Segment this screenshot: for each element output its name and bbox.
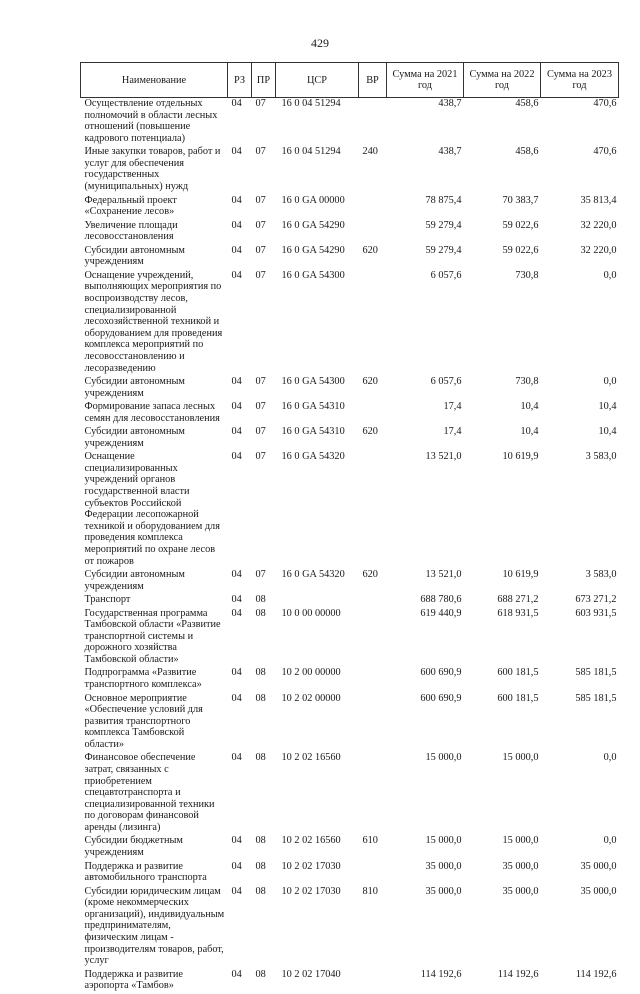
table-row [81,594,619,607]
cell-pr: 08 [255,752,266,764]
cell-pr: 07 [255,219,266,231]
cell-vr: 620 [362,426,378,438]
cell-sum-2022: 10 619,9 [502,569,539,581]
table-header-row [81,63,619,98]
header-sum-2022: Сумма на 2022 год [464,63,541,98]
cell-sum-2021: 438,7 [438,146,462,158]
header-vr: ВР [359,63,387,98]
cell-name: Осуществление отдельных полномочий в области лесных отношений (повышение кадрового потенциала) [84,98,218,144]
cell-rz: 04 [231,752,242,764]
cell-name: Основное мероприятие «Обеспечение условий для развития транспортного комплекса Тамбовской области» [84,692,203,750]
cell-sum-2021: 17,4 [443,401,462,413]
cell-pr: 08 [255,667,266,679]
cell-vr [359,861,387,886]
cell-vr [359,752,387,835]
cell-csr: 16 0 04 51294 [281,98,341,109]
cell-sum-2021: 59 279,4 [425,244,462,256]
cell-csr: 10 2 02 17040 [281,968,341,980]
cell-csr: 16 0 GA 00000 [281,194,345,206]
cell-csr: 10 2 00 00000 [281,667,341,679]
cell-sum-2023: 32 220,0 [580,219,617,231]
cell-name: Финансовое обеспечение затрат, связанных с приобретением спецавтотранспорта и специализированной техники по договорам финансовой аренды (лизинга) [84,752,215,833]
budget-table [80,62,619,994]
cell-name: Поддержка и развитие аэропорта «Тамбов» [84,968,183,992]
cell-rz: 04 [231,607,242,619]
cell-sum-2021: 13 521,0 [425,451,462,463]
cell-vr [359,693,387,753]
cell-rz: 04 [231,569,242,581]
cell-sum-2022: 59 022,6 [502,219,539,231]
cell-vr [359,667,387,692]
cell-sum-2023: 673 271,2 [575,594,617,606]
cell-sum-2023: 35 000,0 [580,860,617,872]
cell-name: Подпрограмма «Развитие транспортного комплекса» [84,667,202,691]
cell-vr [359,401,387,426]
cell-sum-2023: 3 583,0 [585,569,617,581]
cell-csr: 16 0 GA 54290 [281,244,345,256]
table-row [81,146,619,194]
cell-sum-2022: 458,6 [515,146,539,158]
table-row [81,245,619,270]
cell-name: Субсидии автономным учреждениям [84,426,185,449]
header-sum-2023: Сумма на 2023 год [541,63,619,98]
cell-sum-2022: 35 000,0 [502,860,539,872]
cell-rz: 04 [231,860,242,872]
cell-pr: 07 [255,376,266,387]
cell-vr [359,608,387,668]
cell-rz: 04 [231,376,242,387]
cell-sum-2022: 10,4 [520,426,539,438]
cell-sum-2021: 15 000,0 [425,835,462,847]
cell-csr: 10 2 02 16560 [281,835,341,847]
cell-sum-2021: 59 279,4 [425,219,462,231]
cell-sum-2021: 35 000,0 [425,860,462,872]
cell-pr: 07 [255,98,266,109]
table-row [81,569,619,594]
cell-rz: 04 [231,401,242,413]
cell-sum-2022: 688 271,2 [497,594,539,606]
cell-vr [359,270,387,376]
cell-rz: 04 [231,692,242,704]
table-row [81,270,619,376]
cell-sum-2022: 458,6 [515,98,539,109]
cell-rz: 04 [231,885,242,897]
cell-sum-2021: 13 521,0 [425,569,462,581]
cell-sum-2023: 10,4 [598,401,617,413]
table-row [81,220,619,245]
cell-name: Формирование запаса лесных семян для лесовосстановления [84,401,220,424]
cell-pr: 08 [255,594,266,606]
cell-name: Федеральный проект «Сохранение лесов» [84,194,177,218]
header-name: Наименование [81,63,228,98]
cell-name: Субсидии автономным учреждениям [84,569,185,592]
cell-csr: 16 0 GA 54310 [281,426,345,438]
table-row [81,835,619,860]
cell-csr [276,594,359,607]
cell-name: Увеличение площади лесовосстановления [84,219,178,243]
cell-sum-2023: 32 220,0 [580,244,617,256]
cell-sum-2023: 0,0 [603,752,617,764]
cell-sum-2021: 78 875,4 [425,194,462,206]
cell-rz: 04 [231,594,242,606]
cell-pr: 08 [255,968,266,980]
table-row [81,693,619,753]
cell-sum-2023: 0,0 [603,269,617,281]
cell-vr [359,969,387,994]
cell-rz: 04 [231,968,242,980]
cell-name: Оснащение учреждений, выполняющих мероприятия по воспроизводству лесов, специализированной лесохозяйственной техникой и оборудованием для проведения комплекса мероприятий по лесовосстановлению и лесоразведению [84,269,223,374]
cell-vr: 620 [362,376,378,387]
cell-vr [359,98,387,147]
cell-csr: 16 0 GA 54290 [281,219,345,231]
cell-name: Государственная программа Тамбовской области «Развитие транспортной системы и дорожного хозяйства Тамбовской области» [84,607,221,665]
cell-sum-2023: 10,4 [598,426,617,438]
table-body [81,98,619,994]
cell-sum-2022: 15 000,0 [502,752,539,764]
cell-pr: 07 [255,401,266,413]
cell-sum-2022: 10 619,9 [502,451,539,463]
cell-pr: 07 [255,569,266,581]
cell-name: Транспорт [84,594,131,606]
cell-csr: 10 2 02 17030 [281,885,341,897]
cell-sum-2022: 618 931,5 [497,607,539,619]
cell-pr: 07 [255,451,266,463]
cell-sum-2022: 59 022,6 [502,244,539,256]
cell-pr: 07 [255,194,266,206]
cell-sum-2021: 17,4 [443,426,462,438]
cell-sum-2021: 6 057,6 [430,376,462,387]
cell-sum-2022: 114 192,6 [497,968,539,980]
cell-sum-2023: 0,0 [603,376,617,387]
cell-pr: 07 [255,146,266,158]
cell-sum-2023: 3 583,0 [585,451,617,463]
cell-rz: 04 [231,451,242,463]
cell-name: Субсидии автономным учреждениям [84,244,185,268]
cell-sum-2023: 114 192,6 [575,968,617,980]
cell-rz: 04 [231,244,242,256]
cell-sum-2021: 6 057,6 [430,269,462,281]
cell-sum-2022: 730,8 [515,269,539,281]
cell-csr: 16 0 GA 54320 [281,451,345,463]
cell-csr: 16 0 GA 54300 [281,376,345,387]
cell-sum-2022: 15 000,0 [502,835,539,847]
cell-sum-2021: 15 000,0 [425,752,462,764]
cell-csr: 16 0 GA 54310 [281,401,345,413]
cell-sum-2021: 619 440,9 [420,607,462,619]
cell-pr: 08 [255,885,266,897]
cell-vr: 610 [362,835,378,847]
cell-sum-2021: 114 192,6 [420,968,462,980]
cell-sum-2023: 603 931,5 [575,607,617,619]
header-sum-2021: Сумма на 2021 год [387,63,464,98]
cell-sum-2021: 600 690,9 [420,692,462,704]
page-number: 429 [311,36,329,50]
header-csr: ЦСР [276,63,359,98]
cell-pr: 07 [255,269,266,281]
cell-vr [359,594,387,607]
cell-sum-2023: 470,6 [593,146,617,158]
cell-csr: 16 0 GA 54320 [281,569,345,581]
cell-rz: 04 [231,194,242,206]
table-row [81,886,619,969]
table-row [81,969,619,994]
table-row [81,195,619,220]
cell-vr [359,451,387,569]
cell-vr [359,195,387,220]
table-row [81,451,619,569]
cell-name: Оснащение специализированных учреждений органов государственной власти субъектов Российской Федерации лесопожарной техникой и оборудованием для проведения комплекса мероприятий по охране лесов от пожаров [84,451,220,567]
table-row [81,861,619,886]
cell-sum-2023: 585 181,5 [575,667,617,679]
cell-sum-2021: 438,7 [438,98,462,109]
cell-pr: 08 [255,835,266,847]
cell-name: Субсидии автономным учреждениям [84,376,185,399]
cell-pr: 08 [255,692,266,704]
cell-name: Субсидии юридическим лицам (кроме некоммерческих организаций), индивидуальным предпринимателям, физическим лицам - производителям товаров, работ, услуг [84,885,225,967]
header-pr: ПР [252,63,276,98]
cell-sum-2021: 688 780,6 [420,594,462,606]
cell-vr: 620 [362,244,378,256]
table-row [81,376,619,401]
cell-rz: 04 [231,667,242,679]
cell-pr: 08 [255,860,266,872]
cell-vr: 810 [362,885,378,897]
cell-csr: 10 0 00 00000 [281,607,341,619]
table-row [81,98,619,147]
cell-name: Иные закупки товаров, работ и услуг для обеспечения государственных (муниципальных) нужд [84,146,221,193]
cell-csr: 10 2 02 16560 [281,752,341,764]
cell-sum-2021: 35 000,0 [425,885,462,897]
table-row [81,667,619,692]
cell-vr [359,220,387,245]
cell-rz: 04 [231,269,242,281]
cell-csr: 16 0 GA 54300 [281,269,345,281]
cell-rz: 04 [231,146,242,158]
cell-sum-2023: 35 000,0 [580,885,617,897]
cell-csr: 16 0 04 51294 [281,146,341,158]
table-row [81,426,619,451]
table-row [81,401,619,426]
cell-sum-2022: 35 000,0 [502,885,539,897]
cell-pr: 07 [255,426,266,438]
cell-sum-2023: 0,0 [603,835,617,847]
table-row [81,608,619,668]
cell-sum-2022: 10,4 [520,401,539,413]
cell-rz: 04 [231,426,242,438]
cell-sum-2022: 70 383,7 [502,194,539,206]
cell-vr: 240 [362,146,378,158]
cell-sum-2021: 600 690,9 [420,667,462,679]
cell-vr: 620 [362,569,378,581]
cell-name: Поддержка и развитие автомобильного транспорта [84,860,207,884]
cell-name: Субсидии бюджетным учреждениям [84,835,183,859]
cell-sum-2023: 35 813,4 [580,194,617,206]
cell-csr: 10 2 02 17030 [281,860,341,872]
header-rz: РЗ [228,63,252,98]
cell-pr: 08 [255,607,266,619]
cell-sum-2022: 600 181,5 [497,667,539,679]
cell-sum-2023: 470,6 [593,98,617,109]
cell-csr: 10 2 02 00000 [281,692,341,704]
cell-pr: 07 [255,244,266,256]
cell-rz: 04 [231,219,242,231]
cell-sum-2022: 600 181,5 [497,692,539,704]
cell-sum-2022: 730,8 [515,376,539,387]
cell-rz: 04 [231,835,242,847]
cell-sum-2023: 585 181,5 [575,692,617,704]
cell-rz: 04 [231,98,242,109]
table-row [81,752,619,835]
